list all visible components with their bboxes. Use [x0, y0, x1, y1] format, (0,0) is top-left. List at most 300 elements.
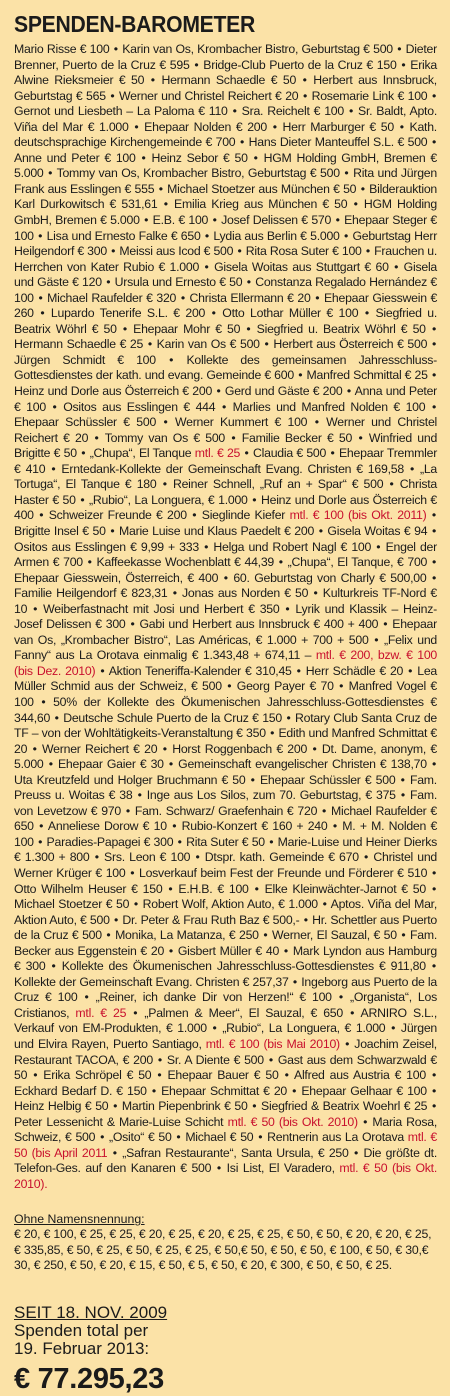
donor-text: Rotary Club Santa Cruz de TF – von der Wohltätigkeits-Veranstaltung € 350 — [14, 710, 438, 741]
donor-text: Ehepaar Mohr € 50 — [133, 321, 241, 336]
donor-text: Manfred Vogel € 100 — [14, 679, 438, 709]
donation-entry — [203, 58, 396, 72]
bullet-separator: • — [194, 57, 199, 72]
bullet-separator: • — [292, 1083, 297, 1098]
bullet-separator: • — [286, 710, 291, 725]
donation-entry — [161, 1084, 287, 1098]
donor-text: Lisa und Ernesto Falke € 650 — [46, 228, 201, 243]
donor-text: „Osito“ € 50 — [108, 1130, 172, 1145]
bullet-separator: • — [431, 1099, 437, 1114]
donor-text: Rosemarie Link € 100 — [311, 88, 428, 103]
bullet-separator: • — [163, 197, 168, 212]
bullet-separator: • — [39, 508, 44, 523]
donation-entry — [90, 446, 240, 460]
monthly-note: mtl. € 50 (bis April 2011 — [14, 1130, 438, 1160]
bullet-separator: • — [212, 213, 217, 228]
donor-text: Werner und Christel Reichert € 20 — [14, 415, 438, 445]
bullet-separator: • — [195, 850, 200, 865]
donation-entry — [202, 508, 427, 522]
bullet-separator: • — [350, 1005, 355, 1020]
donor-text: Brigitte Insel € 50 — [14, 523, 106, 538]
bullet-separator: • — [111, 244, 116, 259]
bullet-separator: • — [141, 150, 146, 165]
donor-text: Joachim Zeisel, Restaurant TACOA, € 200 — [14, 1037, 437, 1067]
donation-entry — [119, 89, 298, 103]
bullet-separator: • — [296, 663, 301, 678]
donation-entry — [14, 42, 109, 56]
donation-entry — [182, 586, 308, 600]
donor-text: Ehepaar Tremmler € 410 — [14, 446, 438, 476]
donor-text: Marlies und Manfred Nolden € 100 — [232, 399, 426, 414]
donor-text: Gisela und Gäste € 120 — [14, 259, 438, 290]
bullet-separator: • — [335, 213, 340, 228]
bullet-separator: • — [431, 523, 436, 538]
donation-entry — [49, 508, 187, 522]
donor-text: Sra. Reichelt € 100 — [241, 104, 344, 119]
donor-text: Josef Delissen € 570 — [221, 213, 332, 228]
donor-text: Ositos aus Esslingen € 9,99 + 333 — [14, 539, 199, 554]
donation-entry — [214, 260, 389, 274]
donor-text: Familie Heilgendorf € 823,31 — [14, 586, 168, 601]
bullet-separator: • — [401, 57, 406, 72]
total-amount: € 77.295,23 — [14, 1363, 164, 1396]
donor-text: Jürgen und Elvira Rayen, Puerto Santiago, — [14, 1021, 438, 1051]
bullet-separator: • — [51, 959, 56, 974]
donation-entry — [14, 353, 156, 367]
donor-text: Horst Roggenbach € 200 — [172, 741, 308, 756]
donor-text: Werner und Christel Reichert € 20 — [119, 88, 299, 103]
donor-text: HGM Holding GmbH, Bremen € 5.000 — [14, 150, 437, 181]
donation-entry — [312, 89, 428, 103]
donation-entry — [14, 1115, 358, 1129]
donor-text: Werner Kummert € 100 — [174, 415, 308, 430]
bullet-separator: • — [338, 990, 343, 1005]
bullet-separator: • — [133, 1005, 138, 1020]
donation-entry — [306, 664, 403, 678]
bullet-separator: • — [169, 352, 174, 367]
donor-text: Lyrik und Klassik – Heinz-Josef Delissen € 300 — [14, 601, 437, 632]
bullet-separator: • — [180, 290, 185, 305]
bullet-separator: • — [221, 399, 227, 414]
donor-text: Gerd und Gäste € 200 — [224, 384, 343, 399]
bullet-separator: • — [285, 601, 290, 616]
donor-text: Alfred aus Austria € 100 — [294, 1068, 426, 1083]
bullet-separator: • — [431, 1068, 437, 1083]
donor-text: 50% der Kollekte des Ökumenischen Jahresschluss-Gottesdienstes € 344,60 — [14, 694, 438, 725]
donation-entry — [47, 291, 176, 305]
donation-entry — [144, 120, 267, 134]
donation-entry — [242, 431, 352, 445]
donation-entry — [173, 477, 383, 491]
donor-text: Rita Suter € 50 — [186, 834, 265, 849]
donor-text: Ingeborg aus Puerto de la Cruz € 100 — [14, 974, 437, 1005]
donor-text: Eckhard Bedarf D. € 150 — [14, 1083, 147, 1098]
donor-text: Inge aus Los Silos, zum 70. Geburtstag, € 375 — [146, 788, 396, 803]
bullet-separator: • — [81, 446, 86, 461]
donation-entry — [237, 679, 334, 693]
bullet-separator: • — [94, 430, 99, 445]
bullet-separator: • — [353, 197, 358, 212]
donor-text: Ehepaar Gaier € 30 — [57, 757, 164, 772]
donor-text: Herr Marburger € 50 — [282, 119, 394, 134]
bullet-separator: • — [244, 446, 249, 461]
donation-entry — [249, 135, 428, 149]
donation-entry — [307, 368, 428, 382]
donation-entry — [178, 757, 427, 771]
donor-text: Jonas aus Norden € 50 — [182, 586, 309, 601]
donor-text: Hermann Schaedle € 50 — [161, 73, 297, 88]
donor-text: M. + M. Nolden € 100 — [14, 819, 438, 849]
donation-entry — [233, 400, 426, 414]
bullet-separator: • — [322, 803, 327, 818]
donor-text: Rita und Jürgen Frank aus Esslingen € 555 — [14, 166, 437, 196]
bullet-separator: • — [168, 881, 173, 896]
bullet-separator: • — [330, 446, 335, 461]
bullet-separator: • — [52, 399, 57, 414]
donation-entry — [265, 882, 426, 896]
donor-text: Ehepaar Giesswein € 260 — [14, 290, 438, 321]
donor-text: Ehepaar Schmittat € 20 — [161, 1083, 288, 1098]
bullet-separator: • — [163, 415, 168, 430]
bullet-separator: • — [216, 384, 221, 399]
bullet-separator: • — [397, 42, 402, 56]
donation-entry — [151, 151, 247, 165]
donor-text: Michael Raufelder € 650 — [14, 803, 437, 834]
bullet-separator: • — [401, 928, 406, 943]
bullet-separator: • — [162, 477, 167, 492]
bullet-separator: • — [400, 772, 405, 787]
bullet-separator: • — [157, 1068, 162, 1083]
page-title: SPENDEN-BAROMETER — [14, 11, 256, 37]
donation-entry — [109, 664, 292, 678]
bullet-separator: • — [80, 492, 85, 507]
donation-entry — [182, 819, 328, 833]
bullet-separator: • — [106, 275, 111, 290]
donor-text: Dt. Dame, anonym, € 5.000 — [14, 741, 438, 772]
donation-entry — [42, 742, 157, 756]
bullet-separator: • — [192, 508, 197, 523]
donation-entry — [213, 540, 371, 554]
bullet-separator: • — [110, 88, 115, 103]
donation-entry — [161, 73, 296, 87]
bullet-separator: • — [100, 663, 105, 678]
donation-entry — [122, 1146, 348, 1160]
donation-entry — [143, 897, 318, 911]
bullet-separator: • — [112, 1145, 117, 1160]
donation-entry — [14, 975, 289, 989]
donation-entry — [139, 866, 427, 880]
bullet-separator: • — [176, 1130, 181, 1145]
bullet-separator: • — [431, 1083, 437, 1098]
donor-text: Hr. Schettler aus Puerto de la Cruz € 500 — [14, 912, 438, 943]
bullet-separator: • — [431, 881, 436, 896]
donor-text: Paradies-Papagei € 300 — [46, 834, 174, 849]
donation-entry — [14, 1099, 108, 1113]
donation-entry — [62, 959, 426, 973]
donation-entry — [257, 322, 426, 336]
donation-entry — [185, 1130, 253, 1144]
bullet-separator: • — [431, 337, 436, 352]
donation-entry — [14, 882, 162, 896]
donation-entry — [14, 415, 156, 429]
donor-text: Reiner Schnell, „Ruf an + Spar“ € 500 — [172, 477, 384, 492]
donation-entry — [47, 835, 174, 849]
bullet-separator: • — [263, 928, 268, 943]
donation-entry — [115, 928, 259, 942]
donation-entry — [14, 586, 167, 600]
bullet-separator: • — [376, 539, 381, 554]
donor-text: Lea Müller Schmid aus der Schweiz, € 500 — [14, 663, 438, 694]
donor-text: Kulturkreis TF-Nord € 10 — [14, 586, 438, 616]
bullet-separator: • — [48, 166, 53, 181]
donation-entry — [221, 213, 331, 227]
donor-text: Christa Ellermann € 20 — [189, 290, 311, 305]
donor-text: Lydia aus Berlin € 5.000 — [213, 228, 340, 243]
donor-text: Schweizer Freunde € 200 — [48, 508, 187, 523]
donation-entry — [167, 1053, 264, 1067]
donor-text: E.B. € 100 — [152, 213, 209, 228]
donation-entry — [14, 897, 129, 911]
bullet-separator: • — [54, 710, 59, 725]
bullet-separator: • — [284, 1068, 289, 1083]
donor-text: Isi List, El Varadero, — [226, 1161, 340, 1176]
donor-text: Dtspr. kath. Gemeinde € 670 — [204, 850, 359, 865]
donation-entry — [14, 524, 106, 538]
donor-text: Ehepaar Schüssler € 500 — [259, 772, 396, 787]
bullet-separator: • — [312, 741, 317, 756]
donor-text: Siegfried & Beatrix Woehrl € 25 — [261, 1099, 428, 1114]
donor-text: E.H.B. € 100 — [178, 881, 249, 896]
donation-entry — [51, 306, 205, 320]
bullet-separator: • — [431, 555, 436, 570]
donation-entry — [174, 197, 347, 211]
donation-entry — [63, 711, 282, 725]
bullet-separator: • — [130, 865, 135, 880]
bullet-separator: • — [113, 912, 119, 927]
bullet-separator: • — [383, 617, 388, 632]
donor-text: Rubio-Konzert € 160 + 240 — [181, 819, 328, 834]
donor-text: Ursula und Ernesto € 50 — [114, 275, 243, 290]
donor-text: Aptos. Viña del Mar, Aktion Auto, € 500 — [14, 897, 437, 927]
bullet-separator: • — [389, 477, 394, 492]
donor-text: Bilderauktion Karl Durkowitsch € 531,61 — [14, 181, 437, 212]
donor-text: Gisela Woitas € 94 — [327, 523, 428, 538]
donation-entry — [122, 1099, 248, 1113]
bullet-separator: • — [106, 928, 111, 943]
bullet-separator: • — [270, 726, 275, 741]
donation-entry — [58, 757, 164, 771]
donor-text: Helga und Robert Nagl € 100 — [213, 539, 372, 554]
bullet-separator: • — [374, 632, 379, 647]
donation-entry — [167, 182, 356, 196]
donation-entry — [43, 602, 279, 616]
donor-text: Srs. Leon € 100 — [104, 850, 191, 865]
bullet-separator: • — [302, 73, 307, 88]
monthly-note: mtl. € 200, bzw. € 100 (bis Dez. 2010) — [14, 648, 438, 678]
donation-entry — [104, 850, 190, 864]
donation-entry — [153, 213, 208, 227]
bullet-separator: • — [110, 523, 115, 538]
bullet-separator: • — [269, 834, 274, 849]
donor-text: Michael Stoetzer aus München € 50 — [167, 181, 357, 196]
donation-entry — [294, 1068, 426, 1082]
donor-text: „Chupa“, El Tanque, € 700 — [287, 555, 428, 570]
donor-text: „Reiner, ich danke Dir von Herzen!“ € 100 — [95, 990, 332, 1005]
donor-text: Dieter Brenner, Puerto de la Cruz € 595 — [14, 42, 437, 72]
bullet-separator: • — [172, 819, 177, 834]
bullet-separator: • — [39, 819, 44, 834]
bullet-separator: • — [38, 834, 43, 849]
bullet-separator: • — [158, 181, 163, 196]
donor-text: Kath. deutschsprachige Kirchengemeinde € 700 — [14, 119, 437, 150]
bullet-separator: • — [431, 959, 436, 974]
bullet-separator: • — [314, 415, 319, 430]
bullet-separator: • — [204, 539, 209, 554]
donor-text: Fam. Becker aus Eggenstein € 20 — [14, 928, 438, 958]
bullet-separator: • — [48, 757, 53, 772]
donor-text: Aktion Teneriffa-Kalender € 310,45 — [108, 663, 292, 678]
bullet-separator: • — [365, 244, 370, 259]
donor-text: Erika Alwine Rieksmeier € 50 — [14, 57, 438, 88]
donor-text: Kollekte des Ökumenischen Jahresschluss-Gottesdienstes € 911,80 — [61, 959, 426, 974]
bullet-separator: • — [258, 1130, 263, 1145]
donor-text: Kollekte des gemeinsamen Jahresschluss-Gottesdienstes der kath. und evang. Gemeinde € 600 — [14, 352, 437, 383]
donation-entry — [233, 571, 426, 585]
bullet-separator: • — [51, 461, 56, 476]
bullet-separator: • — [33, 601, 38, 616]
donor-text: Ehepaar Bauer € 50 — [167, 1068, 279, 1083]
unnamed-amounts: € 20, € 100, € 25, € 25, € 20, € 25, € 20, € 25, € 25, € 50, € 50, € 20, € 20, € 25, € 335,85, € 50, € 25, € 50, € 25, € 25, € 50,€ 50, € 50, € 50, € 100, € 50, € 30,€ 30, € 250, € 50, € 20, € 15, € 50, € 5, € 50, € 20, € 300, € 50, € 50, € 25. — [14, 1227, 432, 1273]
donor-text: „Palmen & Meer“, El Sauzal, € 650 — [144, 1005, 343, 1020]
donor-text: Emilia Krieg aus München € 50 — [174, 197, 348, 212]
donation-entry — [186, 835, 265, 849]
bullet-separator: • — [41, 694, 46, 709]
donation-entry — [157, 337, 260, 351]
bullet-separator: • — [364, 850, 369, 865]
bullet-separator: • — [237, 244, 242, 259]
donor-text: Hermann Schaedle € 25 — [14, 337, 144, 352]
bullet-separator: • — [253, 150, 258, 165]
bullet-separator: • — [33, 1068, 38, 1083]
donor-text: Otto Lothar Müller € 100 — [222, 306, 359, 321]
donation-entry — [14, 571, 218, 585]
donor-text: Ehepaar Gelhaar € 100 — [301, 1083, 427, 1098]
donor-text: Gast aus dem Schwarzwald € 50 — [14, 1052, 438, 1083]
monthly-note: mtl. € 100 (bis Okt. 2011) — [289, 508, 427, 523]
donor-text: Werner Reichert € 20 — [42, 741, 158, 756]
bullet-separator: • — [212, 1021, 217, 1036]
donor-text: Herbert aus Österreich € 500 — [273, 337, 428, 352]
bullet-separator: • — [227, 679, 232, 694]
donor-text: Sieglinde Kiefer — [201, 508, 290, 523]
donation-entry — [47, 229, 201, 243]
bullet-separator: • — [223, 570, 228, 585]
unnamed-heading: Ohne Namensnennung: — [14, 1212, 145, 1227]
bullet-separator: • — [332, 819, 337, 834]
donation-entry — [144, 1006, 343, 1020]
bullet-separator: • — [268, 1052, 273, 1067]
bullet-separator: • — [303, 912, 308, 927]
donor-text: Geburtstag Herr Heilgendorf € 300 — [14, 228, 438, 259]
total-label-line2: 19. Februar 2013: — [14, 1339, 150, 1359]
donation-entry — [135, 804, 317, 818]
bullet-separator: • — [292, 974, 297, 989]
donation-entry — [222, 1021, 385, 1035]
donation-entry — [246, 244, 362, 258]
since-date: SEIT 18. NOV. 2009 — [14, 1303, 168, 1323]
donor-text: Familie Becker € 50 — [241, 430, 353, 445]
donor-text: Anna und Peter € 100 — [14, 384, 438, 414]
donation-entry — [272, 928, 397, 942]
donor-text: ARNIRO S.L., Verkauf von EM-Produkten, € 1.000 — [14, 1005, 437, 1036]
bullet-separator: • — [345, 1037, 350, 1051]
bullet-separator: • — [113, 42, 118, 56]
bullet-separator: • — [133, 897, 138, 912]
donor-text: Gisbert Müller € 40 — [177, 943, 280, 958]
donor-text: Michael Raufelder € 320 — [47, 290, 177, 305]
donor-text: Fam. Preuss u. Woitas € 38 — [14, 772, 437, 803]
bullet-separator: • — [399, 119, 404, 134]
donation-entry — [43, 1068, 151, 1082]
bullet-separator: • — [431, 88, 436, 103]
donor-text: Peter Lessenicht & Marie-Luise Schicht — [14, 1114, 228, 1129]
donor-text: Dr. Peter & Frau Ruth Baz € 500,- — [122, 912, 300, 927]
donor-text: Georg Payer € 70 — [236, 679, 334, 694]
donation-entry — [14, 540, 199, 554]
bullet-separator: • — [431, 570, 437, 585]
donor-text: Anne und Peter € 100 — [14, 150, 136, 165]
donor-text: Tommy van Os € 500 — [104, 430, 226, 445]
donor-text: Christel und Werner Krüger € 100 — [14, 850, 438, 880]
bullet-separator: • — [168, 757, 173, 772]
donation-entry — [175, 415, 307, 429]
bullet-separator: • — [348, 104, 354, 119]
donor-text: Maria Rosa, Schweiz, € 500 — [14, 1114, 438, 1145]
donation-entry — [167, 1068, 278, 1082]
bullet-separator: • — [252, 492, 257, 507]
donor-text: Herbert aus Innsbruck, Geburtstag € 565 — [14, 73, 437, 103]
donation-entry — [48, 819, 167, 833]
donor-text: Karin van Os € 500 — [156, 337, 260, 352]
donation-list — [14, 42, 437, 1192]
bullet-separator: • — [360, 181, 365, 196]
donor-text: Engel der Armen € 700 — [14, 539, 437, 570]
bullet-separator: • — [231, 430, 236, 445]
bullet-separator: • — [250, 772, 255, 787]
bullet-separator: • — [346, 384, 351, 399]
donor-text: Otto Wilhelm Heuser € 150 — [14, 881, 163, 896]
donor-text: Marie-Luise und Heiner Dierks € 1.300 + 800 — [14, 834, 437, 865]
donor-text: Rita Rosa Suter € 100 — [245, 244, 362, 259]
bullet-separator: • — [216, 1161, 221, 1176]
donor-text: Ehepaar Giesswein, Österreich, € 400 — [14, 570, 219, 585]
bullet-separator: • — [204, 259, 209, 274]
donor-text: Heinz Sebor € 50 — [151, 150, 248, 165]
bullet-separator: • — [87, 555, 92, 570]
donor-text: Erntedank-Kollekte der Gemeinschaft Evang. Christen € 169,58 — [61, 461, 404, 476]
donor-text: Anneliese Dorow € 10 — [47, 819, 167, 834]
bullet-separator: • — [322, 897, 327, 912]
donation-entry — [178, 882, 248, 896]
donation-entry — [105, 431, 225, 445]
donation-entry — [147, 788, 396, 802]
bullet-separator: • — [344, 166, 349, 181]
donation-entry — [253, 446, 326, 460]
donation-entry — [213, 229, 339, 243]
donor-text: Ehepaar Schüssler € 500 — [14, 415, 157, 430]
bullet-separator: • — [239, 135, 245, 150]
donor-text: Gisela Woitas aus Stuttgart € 60 — [214, 259, 389, 274]
